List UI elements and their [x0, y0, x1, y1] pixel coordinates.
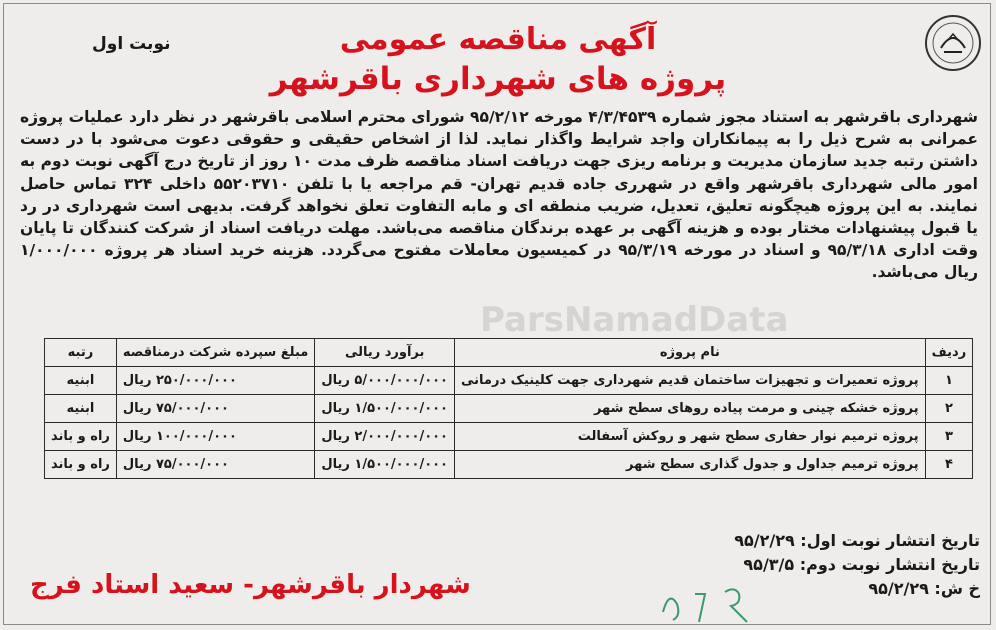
ad-title: آگهی مناقصه عمومی [339, 22, 657, 57]
handwritten-note-icon [655, 582, 765, 626]
cell-estimate: ۱/۵۰۰/۰۰۰/۰۰۰ ریال [315, 451, 455, 479]
cell-estimate: ۱/۵۰۰/۰۰۰/۰۰۰ ریال [315, 395, 455, 423]
cell-row-number: ۲ [925, 395, 973, 423]
cell-row-number: ۳ [925, 423, 973, 451]
cell-rank: راه و باند [45, 451, 117, 479]
round-label: نوبت اول [92, 34, 171, 54]
header-project-name: نام پروژه [455, 339, 926, 367]
code-line: خ ش: ۹۵/۲/۲۹ [868, 579, 980, 598]
projects-table [44, 338, 973, 479]
cell-project-name: پروژه خشکه چینی و مرمت پیاده روهای سطح شهر [455, 395, 926, 423]
cell-rank: ابنیه [45, 395, 117, 423]
cell-estimate: ۵/۰۰۰/۰۰۰/۰۰۰ ریال [315, 367, 455, 395]
ad-body-paragraph: شهرداری باقرشهر به استناد مجوز شماره ۴/۳/۴۵۳۹ مورخه ۹۵/۲/۱۲ شورای محترم اسلامی باقرشهر در نظر دارد عملیات پروژه عمرانی به شرح ذیل را به پیمانکاران واجد شرایط واگذار نماید. لذا از اشخاص حقیقی و حقوقی دعوت می‌شود با در دست داشتن رتبه جدید سازمان مدیریت و برنامه ریزی جهت دریافت اسناد مناقصه ظرف مدت ۱۰ روز از تاریخ درج آگهی نوبت دوم به امور مالی شهرداری باقرشهر واقع در شهرری جاده قدیم تهران- قم مراجعه یا با تلفن ۵۵۲۰۳۷۱۰ داخلی ۳۲۴ تماس حاصل نمایند. به این پروژه هیچگونه تعلیق، تعدیل، ضریب منطقه ای و مابه التفاوت تعلق نخواهد گرفت. بدیهی است شهرداری در رد یا قبول پیشنهادات مختار بوده و هزینه آگهی بر عهده برندگان مناقصه می‌باشد. مهلت دریافت اسناد از شرکت کنندگان تا پایان وقت اداری ۹۵/۳/۱۸ و اسناد در مورخه ۹۵/۳/۱۹ در کمیسیون معاملات مفتوح می‌گردد. هزینه خرید اسناد هر پروژه ۱/۰۰۰/۰۰۰ ریال می‌باشد. [20, 108, 978, 282]
header-rank: رتبه [45, 339, 117, 367]
cell-estimate: ۲/۰۰۰/۰۰۰/۰۰۰ ریال [315, 423, 455, 451]
header-deposit: مبلغ سپرده شرکت درمناقصه [116, 339, 314, 367]
header-row-number: ردیف [925, 339, 973, 367]
cell-deposit: ۲۵۰/۰۰۰/۰۰۰ ریال [116, 367, 314, 395]
second-publication-date: تاریخ انتشار نوبت دوم: ۹۵/۳/۵ [743, 555, 980, 574]
cell-rank: ابنیه [45, 367, 117, 395]
table-row [45, 423, 973, 451]
cell-row-number: ۱ [925, 367, 973, 395]
cell-deposit: ۷۵/۰۰۰/۰۰۰ ریال [116, 451, 314, 479]
first-publication-date: تاریخ انتشار نوبت اول: ۹۵/۲/۲۹ [734, 531, 980, 550]
cell-project-name: پروژه تعمیرات و تجهیزات ساختمان قدیم شهرداری جهت کلینیک درمانی [455, 367, 926, 395]
cell-project-name: پروژه ترمیم جداول و جدول گذاری سطح شهر [455, 451, 926, 479]
ad-subtitle: پروژه های شهرداری باقرشهر [269, 61, 727, 97]
cell-row-number: ۴ [925, 451, 973, 479]
cell-deposit: ۷۵/۰۰۰/۰۰۰ ریال [116, 395, 314, 423]
mayor-signature: شهردار باقرشهر- سعید استاد فرج [30, 570, 471, 600]
cell-project-name: پروژه ترمیم نوار حفاری سطح شهر و روکش آسفالت [455, 423, 926, 451]
watermark: ParsNamadData [480, 300, 789, 340]
header-estimate: برآورد ریالی [315, 339, 455, 367]
table-row [45, 451, 973, 479]
table-row [45, 367, 973, 395]
cell-rank: راه و باند [45, 423, 117, 451]
publication-dates [734, 529, 980, 601]
cell-deposit: ۱۰۰/۰۰۰/۰۰۰ ریال [116, 423, 314, 451]
table-header-row [45, 339, 973, 367]
table-row [45, 395, 973, 423]
